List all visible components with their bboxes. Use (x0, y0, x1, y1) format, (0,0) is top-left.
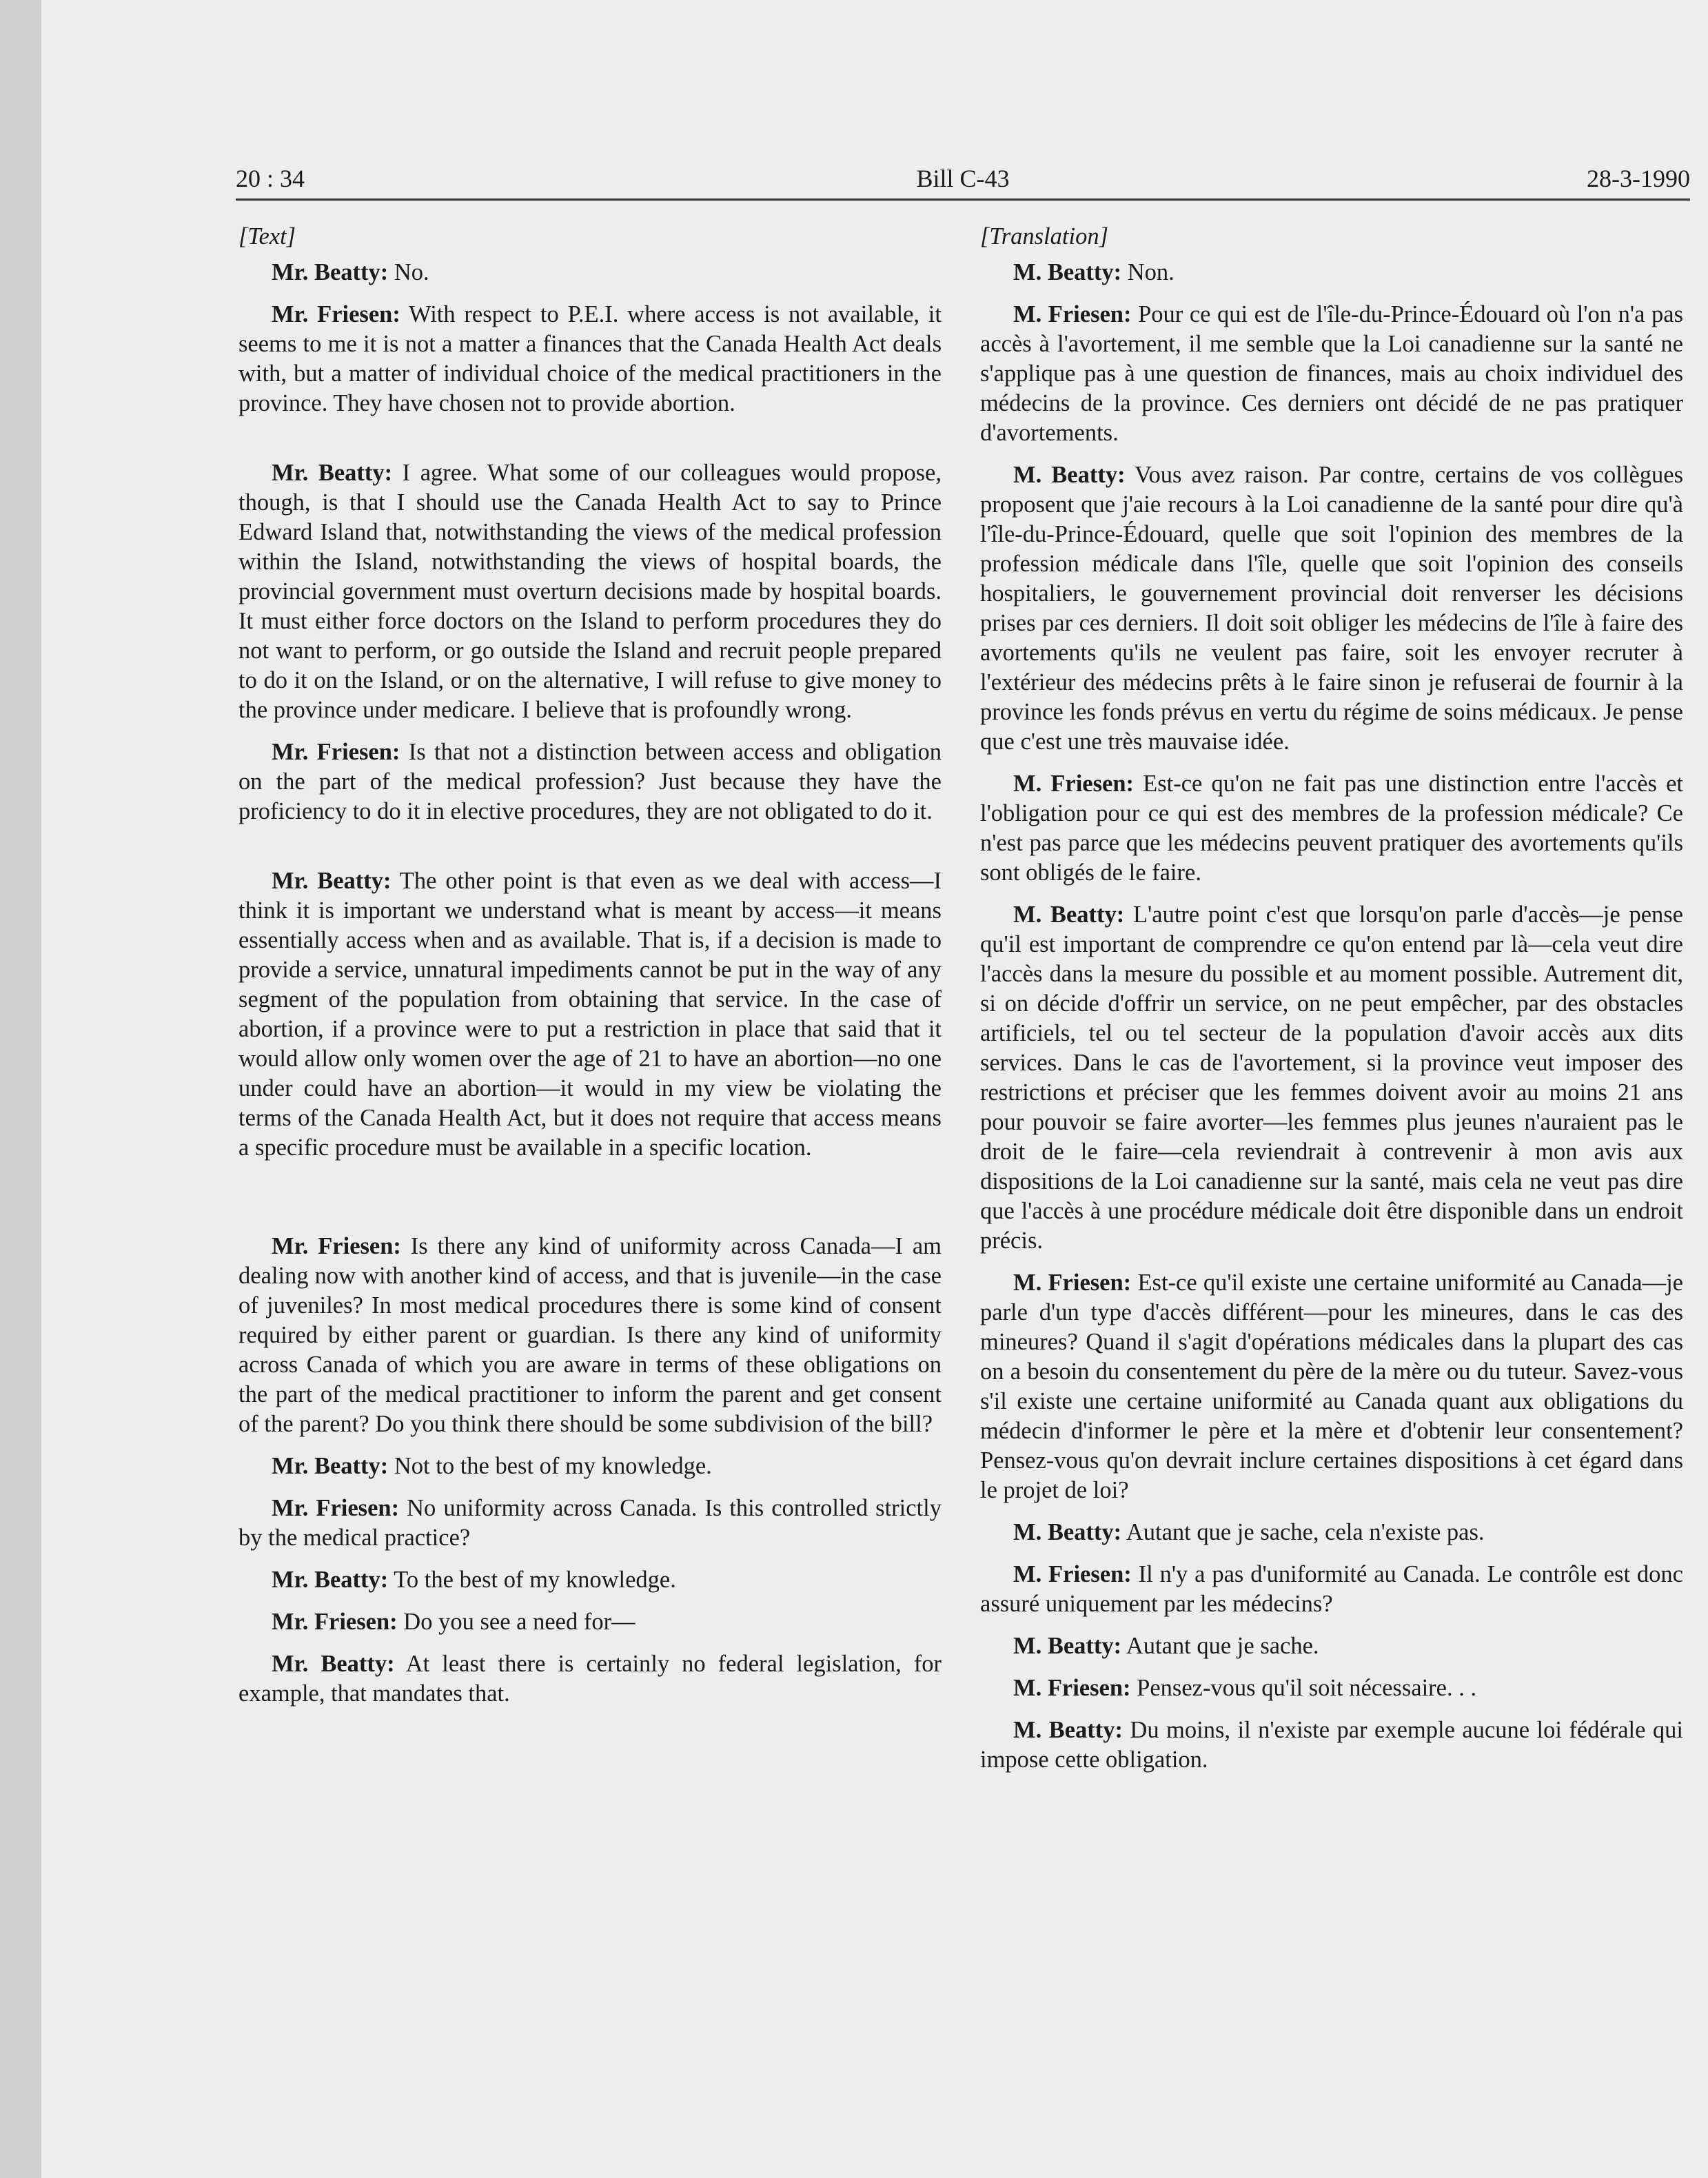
speaker-name: Mr. Beatty: (272, 259, 389, 285)
speech-text: Pensez-vous qu'il soit nécessaire. . . (1130, 1675, 1477, 1701)
speaker-name: Mr. Beatty: (272, 868, 392, 894)
speech-text: Pour ce qui est de l'île-du-Prince-Édouard où l'on n'a pas accès à l'avortement, il me semble que la Loi canadienne sur la santé ne s'applique pas à une question de finances, mais au choix individuel des médecins de la province. Ces derniers ont décidé de ne pas pratiquer d'avortements. (980, 301, 1683, 446)
transcript-paragraph (980, 1560, 1683, 1619)
transcript-paragraph (238, 1452, 942, 1481)
speech-text: L'autre point c'est que lorsqu'on parle d'accès—je pense qu'il est important de comprendre ce qu'on entend par là—cela veut dire l'accès dans la mesure du possible et au moment possible. Autrement dit, si on décide d'offrir un service, on ne peut empêcher, par des obstacles artificiels, tel ou tel secteur de la population d'avoir accès aux dits services. Dans le cas de l'avortement, si la province veut imposer des restrictions et préciser que les femmes doivent avoir au moins 21 ans pour pouvoir se faire avorter—les femmes plus jeunes n'auraient pas le droit de le faire—cela reviendrait à contrevenir à mon avis aux dispositions de la Loi canadienne sur la santé, mais cela ne veut pas dire que l'accès à une procédure médicale doit être disponible dans un endroit précis. (980, 902, 1683, 1254)
transcript-paragraph (980, 1631, 1683, 1661)
transcript-paragraph (238, 1565, 942, 1595)
french-column (980, 222, 1683, 1787)
speaker-name: M. Beatty: (1013, 1717, 1123, 1743)
speech-text: Not to the best of my knowledge. (388, 1453, 712, 1479)
speech-text: Du moins, il n'existe par exemple aucune loi fédérale qui impose cette obligation. (980, 1717, 1683, 1773)
speaker-name: Mr. Friesen: (272, 1609, 398, 1635)
speech-text: Is there any kind of uniformity across Canada—I am dealing now with another kind of access, and that is juvenile—in the case of juveniles? In most medical procedures there is some kind of consent required by either parent or guardian. Is there any kind of uniformity across Canada of which you are aware in terms of these obligations on the part of the medical practitioner to inform the parent and get consent of the parent? Do you think there should be some subdivision of the bill? (238, 1233, 942, 1437)
speaker-name: Mr. Beatty: (272, 460, 393, 486)
speaker-name: M. Beatty: (1013, 462, 1126, 488)
speaker-name: Mr. Friesen: (272, 1495, 400, 1521)
transcript-paragraph (238, 1232, 942, 1439)
transcript-paragraph (980, 900, 1683, 1256)
speech-text: Non. (1121, 259, 1175, 285)
bill-title: Bill C-43 (916, 165, 1010, 192)
speech-text: Autant que je sache. (1121, 1633, 1319, 1659)
transcript-paragraph (238, 1649, 942, 1709)
speaker-name: M. Friesen: (1013, 301, 1132, 327)
speaker-name: Mr. Friesen: (272, 1233, 401, 1259)
transcript-paragraph (238, 1607, 942, 1637)
speaker-name: M. Beatty: (1013, 902, 1125, 928)
speaker-name: Mr. Beatty: (272, 1567, 389, 1593)
speech-text: I agree. What some of our colleagues would propose, though, is that I should use the Canada Health Act to say to Prince Edward Island that, notwithstanding the views of the medical profession within the Island, notwithstanding the views of hospital boards, the provincial government must overturn decisions made by hospital boards. It must either force doctors on the Island to perform procedures they do not want to perform, or go outside the Island and recruit people prepared to do it on the Island, or on the alternative, I will refuse to give money to the province under medicare. I believe that is profoundly wrong. (238, 460, 942, 723)
speech-text: No uniformity across Canada. Is this controlled strictly by the medical practice? (238, 1495, 942, 1551)
speaker-name: M. Beatty: (1013, 1633, 1122, 1659)
speaker-name: Mr. Beatty: (272, 1453, 389, 1479)
transcript-paragraph (980, 1268, 1683, 1505)
speaker-name: M. Beatty: (1013, 259, 1122, 285)
speech-text: At least there is certainly no federal legislation, for example, that mandates that. (238, 1651, 942, 1707)
speech-text: Is that not a distinction between access and obligation on the part of the medical profession? Just because they have the proficiency to do it in elective procedures, they are not obligated to do it. (238, 739, 942, 824)
speech-text: No. (388, 259, 429, 285)
speaker-name: M. Friesen: (1013, 1270, 1132, 1296)
speech-text: Il n'y a pas d'uniformité au Canada. Le contrôle est donc assuré uniquement par les médecins? (980, 1561, 1683, 1617)
speech-text: Est-ce qu'on ne fait pas une distinction entre l'accès et l'obligation pour ce qui est des membres de la profession médicale? Ce n'est pas parce que les médecins peuvent pratiquer des avortements qu'ils sont obligés de le faire. (980, 771, 1683, 886)
english-column (238, 222, 942, 1721)
speech-text: Est-ce qu'il existe une certaine uniformité au Canada—je parle d'un type d'accès différent—pour les mineures, dans le cas des mineures? Quand il s'agit d'opérations médicales dans la plupart des cas on a besoin du consentement du père de la mère ou du tuteur. Savez-vous s'il existe une certaine uniformité au Canada quant aux obligations du médecin d'informer le père et la mère et d'obtenir leur consentement? Pensez-vous qu'on devrait inclure certaines dispositions à cet égard dans le projet de loi? (980, 1270, 1683, 1503)
speaker-name: M. Friesen: (1013, 771, 1135, 797)
speech-text: To the best of my knowledge. (388, 1567, 676, 1593)
speech-text: The other point is that even as we deal with access—I think it is important we understand what is meant by access—it means essentially access when and as available. That is, if a decision is made to provide a service, unnatural impediments cannot be put in the way of any segment of the population from obtaining that service. In the case of abortion, if a province were to put a restriction in place that said that it would allow only women over the age of 21 to have an abortion—no one under could have an abortion—it would in my view be violating the terms of the Canada Health Act, but it does not require that access means a specific procedure must be available in a specific location. (238, 868, 942, 1161)
transcript-paragraph (980, 1716, 1683, 1775)
speaker-name: M. Friesen: (1013, 1675, 1131, 1701)
transcript-paragraph (238, 458, 942, 725)
speech-text: Vous avez raison. Par contre, certains de vos collègues proposent que j'aie recours à la Loi canadienne de la santé pour dire qu'à l'île-du-Prince-Édouard, quelle que soit l'opinion des membres de la profession médicale dans l'île, quelle que soit l'opinion des conseils hospitaliers, le gouvernement provincial doit renverser les décisions prises par ces derniers. Il doit soit obliger les médecins de l'île à faire des avortements qu'ils ne veulent pas faire, soit les envoyer recruter à l'extérieur des médecins prêts à le faire sinon je refuserai de fournir à la province les fonds prévus en vertu du régime de soins médicaux. Je pense que c'est une très mauvaise idée. (980, 462, 1683, 755)
transcript-paragraph (980, 258, 1683, 287)
speech-text: Do you see a need for— (397, 1609, 636, 1635)
speaker-name: Mr. Friesen: (272, 739, 400, 765)
document-page (41, 0, 1708, 2178)
transcript-paragraph (980, 460, 1683, 757)
page-number: 20 : 34 (236, 165, 305, 192)
text-label: [Text] (238, 223, 296, 250)
transcript-paragraph (980, 1673, 1683, 1703)
transcript-paragraph (238, 1494, 942, 1553)
transcript-paragraph (238, 258, 942, 287)
transcript-paragraph (238, 737, 942, 826)
speech-text: Autant que je sache, cela n'existe pas. (1121, 1519, 1485, 1545)
speaker-name: Mr. Beatty: (272, 1651, 395, 1677)
speaker-name: M. Beatty: (1013, 1519, 1122, 1545)
header-rule (236, 199, 1690, 201)
transcript-paragraph (980, 769, 1683, 888)
speaker-name: M. Friesen: (1013, 1561, 1132, 1587)
transcript-paragraph (980, 1518, 1683, 1547)
page-date: 28-3-1990 (1587, 165, 1690, 192)
transcript-paragraph (238, 866, 942, 1163)
translation-label: [Translation] (980, 223, 1108, 250)
speaker-name: Mr. Friesen: (272, 301, 400, 327)
speech-text: With respect to P.E.I. where access is not available, it seems to me it is not a matter a finances that the Canada Health Act deals with, but a matter of individual choice of the medical practitioners in the province. They have chosen not to provide abortion. (238, 301, 942, 416)
transcript-paragraph (980, 300, 1683, 448)
transcript-paragraph (238, 300, 942, 418)
